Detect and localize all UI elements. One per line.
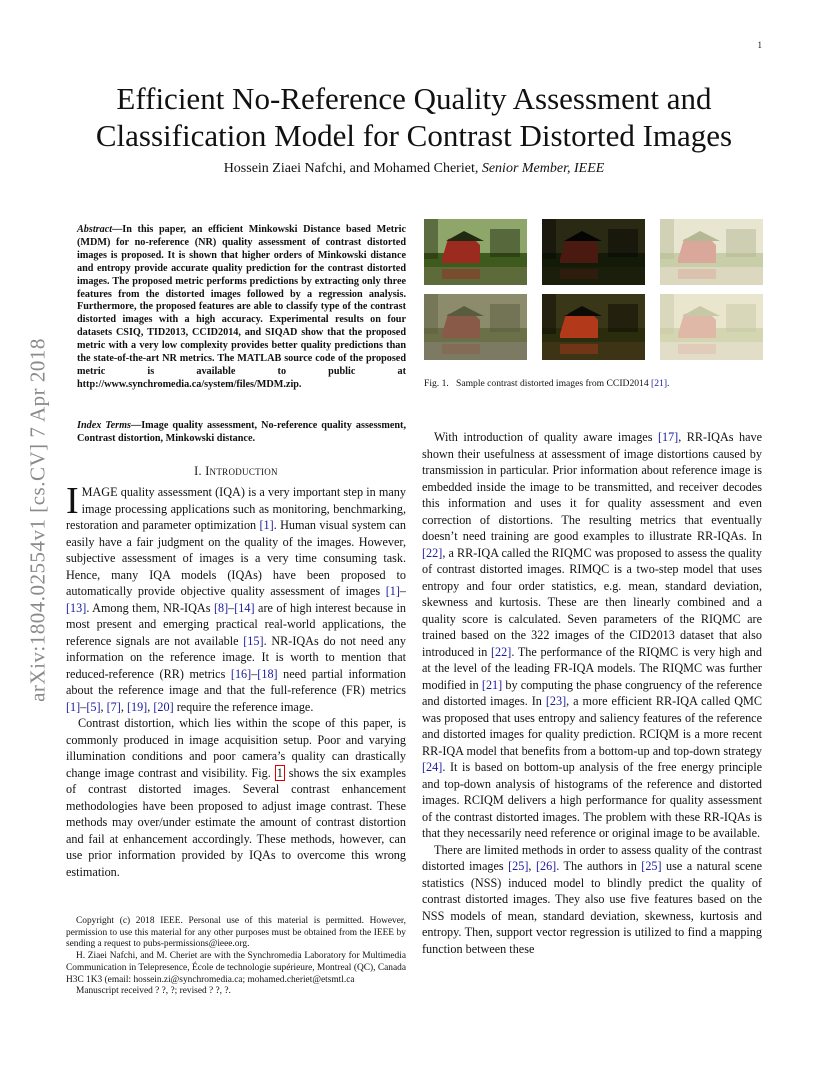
barn-reflection — [442, 344, 480, 354]
body-text: , RR-IQAs have shown their usefulness at assessment of image distortions caused by transmission in particular. Prior information about reference image is embedded inside the image to be transmitted, and receiver decodes this information and uses it for quality assessment and even correction of distortions. The resulting metrics that eventually doesn’t need training are good examples to illustrate RR-IQAs. In — [422, 430, 762, 543]
index-terms-text: —Image quality assessment, No-reference quality assessment, Contrast distortion, Minkowski distance. — [77, 420, 406, 444]
figure-reference-link[interactable]: 1 — [276, 765, 283, 780]
sample-image-graphic — [424, 219, 527, 285]
arxiv-stamp: arXiv:1804.02554v1 [cs.CV] 7 Apr 2018 — [25, 338, 50, 702]
sample-image — [660, 219, 763, 285]
author-suffix: Senior Member, IEEE — [481, 161, 605, 176]
tree-shape — [490, 229, 520, 257]
tree-shape — [660, 294, 674, 334]
body-text: , — [528, 859, 536, 873]
tree-shape — [424, 294, 438, 334]
intro-text: – — [399, 584, 406, 598]
section-numeral: I. — [194, 464, 206, 478]
index-terms-lead: Index Terms — [77, 420, 132, 431]
section-heading — [66, 464, 406, 479]
citation-link[interactable]: [21] — [481, 677, 503, 692]
sample-image — [542, 294, 645, 360]
citation-link[interactable]: [14] — [234, 600, 255, 615]
citation-link[interactable]: [22] — [491, 644, 512, 659]
intro-text: shows the six examples of contrast distorted images. Several contrast enhancement methodologies have been proposed to adjust image contrast. These methods may over/under estimate the amount of contrast distortion and fail at enhancement accordingly. These methods, however, can use prior information provided by IQAs to overcome this wrong estimation. — [66, 765, 406, 879]
tree-shape — [608, 229, 638, 257]
tree-shape — [542, 294, 556, 334]
intro-text: . NR-IQAs do not need any information on the reference image. It is worth to mention that reduced-reference (RR) metrics — [66, 633, 406, 681]
abstract-text: —In this paper, an efficient Minkowski Distance based Metric (MDM) for no-reference (NR) quality assessment of contrast distorted images is proposed. It is shown that higher orders of Minkowski distance and entropy provide accurate quality prediction for the contrast distorted images. The proposed metric performs predictions by extracting only three features from the distorted images followed by a regression analysis. Furthermore, the proposed features are able to classify type of the contrast distorted images with a high accuracy. Experimental results on four datasets CSIQ, TID2013, CCID2014, and SIQAD show that the proposed metric with a very low complexity provides better quality predictions than the state-of-the-art NR metrics. The MATLAB source code of the proposed metric is available to public at http://www.synchromedia.ca/system/files/MDM.zip. — [77, 224, 406, 390]
introduction-body — [66, 480, 406, 880]
sample-image-graphic — [424, 294, 527, 360]
citation-link[interactable]: [5] — [86, 699, 101, 714]
barn-reflection — [560, 344, 598, 354]
section-title: Introduction — [205, 464, 278, 478]
tree-shape — [608, 304, 638, 332]
figure-1 — [424, 219, 764, 367]
index-terms — [77, 420, 406, 446]
citation-link[interactable]: [23] — [545, 694, 567, 708]
citation-link[interactable]: [20] — [153, 699, 174, 714]
sample-image-graphic — [542, 219, 645, 285]
sample-image — [424, 219, 527, 285]
intro-text: MAGE quality assessment (IQA) is a very important step in many image processing applications such as monitoring, benchmarking, restoration and parameter optimization — [66, 485, 406, 532]
paper-title — [60, 80, 768, 154]
intro-paragraph-2 — [66, 715, 406, 880]
body-text: , a RR-IQA called the RIQMC was proposed to assess the quality of contrast distorted images. RIMQC is a two-step model that uses entropy and four order statistics, e.g. mean, standard deviation, skewness and kurtosis. These are then linearly combined and a quality score is calculated. Seven parameters of the RIQMC are trained based on the 322 images of the CID2013 dataset that also introduced in — [422, 545, 762, 659]
drop-cap: I — [66, 480, 79, 522]
body-text: by computing the phase congruency of the reference and distorted images. In — [422, 677, 762, 708]
citation-link[interactable]: [17] — [657, 430, 679, 444]
right-column-body — [422, 429, 762, 957]
intro-text: , — [120, 699, 127, 714]
citation-link[interactable]: [21] — [651, 378, 668, 389]
tree-shape — [490, 304, 520, 332]
sample-image — [542, 219, 645, 285]
tree-shape — [726, 304, 756, 332]
citation-link[interactable]: [26] — [535, 859, 557, 873]
body-paragraph-2 — [422, 842, 762, 958]
caption-text: Sample contrast distorted images from CCID2014 — [456, 378, 652, 389]
barn-reflection — [678, 269, 716, 279]
sample-image — [424, 294, 527, 360]
citation-link[interactable]: [15] — [243, 633, 264, 648]
citation-link[interactable]: [8] — [213, 600, 229, 615]
intro-text: require the reference image. — [173, 699, 314, 714]
citation-link[interactable]: [25] — [641, 859, 662, 873]
affiliation-note: H. Ziaei Nafchi, and M. Cheriet are with the Synchromedia Laboratory for Multimedia Communication in Telepresence, École de technologie supérieure, Montreal (QC), Canada H3C 1K3 (email: hossein.zi@synchromedia.ca; mohamed.cheriet@etsmtl.ca — [66, 951, 406, 985]
caption-end: . — [667, 378, 670, 389]
tree-shape — [660, 219, 674, 259]
intro-paragraph-1 — [66, 480, 406, 715]
title-line-1: Efficient No-Reference Quality Assessment and — [116, 81, 712, 116]
abstract — [77, 224, 406, 392]
sample-image-graphic — [542, 294, 645, 360]
manuscript-note: Manuscript received ? ?, ?; revised ? ?, ?. — [76, 986, 231, 997]
figure-caption — [424, 378, 669, 390]
intro-text: , — [147, 699, 154, 714]
page-number: 1 — [757, 40, 762, 50]
sample-image — [660, 294, 763, 360]
intro-text: , — [100, 699, 107, 714]
body-text: . The authors in — [556, 859, 642, 873]
citation-link[interactable]: [16] — [230, 666, 252, 681]
intro-text: are of high interest because in most present and emerging practical real-world applications, the reference signals are not available — [66, 600, 406, 648]
body-text: . It is based on bottom-up analysis of the free energy principle and top-down analysis of histograms of the reference and distorted images. RCIQM delivers a high performance for quality assessment of the contrast distorted images. The problem with these RR-IQAs is that they necessarily need reference or original image to be available. — [422, 760, 762, 840]
sample-image-graphic — [660, 294, 763, 360]
tree-shape — [424, 219, 438, 259]
citation-link[interactable]: [1] — [66, 699, 81, 714]
citation-link[interactable]: [7] — [106, 699, 121, 714]
body-text: There are limited methods in order to assess quality of the contrast distorted images — [422, 842, 762, 873]
citation-link[interactable]: [13] — [66, 600, 87, 615]
intro-text: Contrast distortion, which lies within the scope of this paper, is commonly produced in image acquisition setup. Poor and varying illumination conditions and poor camera’s quality can drastically change image contrast and visibility. Fig. — [66, 716, 406, 780]
citation-link[interactable]: [1] — [385, 584, 400, 598]
intro-text: – — [80, 699, 87, 714]
copyright-note: Copyright (c) 2018 IEEE. Personal use of this material is permitted. However, permission to use this material for any other purposes must be obtained from the IEEE by sending a request to pubs-permissions@ieee.org. — [66, 916, 406, 950]
intro-text: – — [228, 600, 235, 615]
body-text: , a more efficient RR-IQA called QMC was proposed that uses entropy and saliency features of the reference and distorted images for quality prediction. RCIQM is a more recent RR-IQA model that benefits from a bottom-up and top-down strategy — [422, 694, 762, 758]
authors: Hossein Ziaei Nafchi, and Mohamed Cheriet, — [223, 161, 479, 176]
sample-image-graphic — [660, 219, 763, 285]
intro-text: – — [251, 666, 258, 681]
caption-label: Fig. 1. — [424, 378, 449, 389]
citation-link[interactable]: [19] — [126, 699, 148, 714]
barn-reflection — [442, 269, 480, 279]
citation-link[interactable]: [25] — [508, 859, 529, 873]
barn-reflection — [678, 344, 716, 354]
intro-text: . Human visual system can easily have a fair judgment on the quality of the images. However, subjective assessment of images is a very time consuming task. Hence, many IQA models (IQAs) have been proposed to automatically provide objective quality assessment of images — [66, 518, 406, 598]
body-text: use a natural scene statistics (NSS) induced model to blindly predict the quality of contrast distorted images. They also use five features based on the NSS models of mean, standard deviation, skewness, kurtosis and entropy. Then, support vector regression is utilized to find a mapping function between these — [422, 859, 763, 956]
body-text: . The performance of the RIQMC is very high and at the level of the leading FR-IQA models. The RIQMC was further modified in — [422, 644, 762, 692]
title-line-2: Classification Model for Contrast Distorted Images — [95, 118, 733, 153]
abstract-lead: Abstract — [77, 224, 113, 235]
tree-shape — [726, 229, 756, 257]
footnote — [66, 916, 406, 998]
citation-link[interactable]: [18] — [257, 666, 278, 681]
citation-link[interactable]: [1] — [259, 518, 274, 532]
author-list — [60, 161, 768, 177]
citation-link[interactable]: [24] — [422, 760, 443, 774]
intro-text: need partial information about the reference image and that the full-reference (FR) metrics — [66, 666, 406, 697]
body-text: With introduction of quality aware images — [434, 430, 658, 444]
citation-link[interactable]: [22] — [422, 545, 443, 560]
barn-reflection — [560, 269, 598, 279]
body-paragraph-1 — [422, 429, 762, 842]
intro-text: . Among them, NR-IQAs — [86, 600, 214, 615]
tree-shape — [542, 219, 556, 259]
